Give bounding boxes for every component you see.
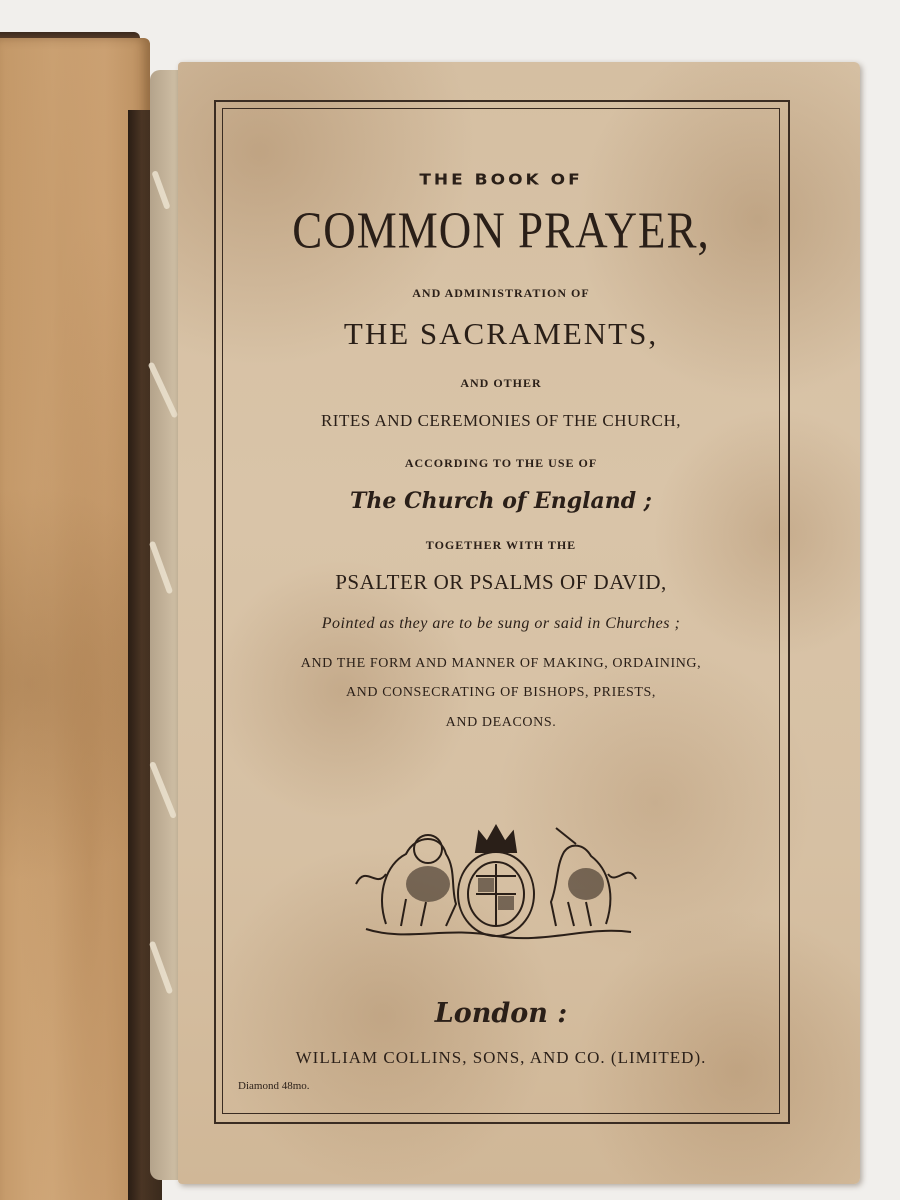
- psalter-line: PSALTER OR PSALMS OF DAVID,: [335, 570, 667, 594]
- title-line-13: AND CONSECRATING OF BISHOPS, PRIESTS,: [345, 685, 657, 700]
- title-page: [178, 62, 860, 1184]
- title-line-9: TOGETHER WITH THE: [425, 538, 577, 552]
- title-line-7: ACCORDING TO THE USE OF: [404, 456, 598, 470]
- main-title: COMMON PRAYER,: [292, 201, 710, 259]
- royal-coat-of-arms-icon: [346, 814, 646, 944]
- binding-thread: [149, 941, 173, 995]
- binding-thread: [151, 170, 170, 210]
- pointed-line: Pointed as they are to be sung or said in Churches ;: [321, 615, 681, 632]
- binding-thread: [149, 761, 177, 819]
- title-line-5: AND OTHER: [460, 376, 542, 390]
- title-line-1: THE BOOK OF: [419, 171, 583, 189]
- sacraments-title: THE SACRAMENTS,: [343, 316, 659, 351]
- title-line-12: AND THE FORM AND MANNER OF MAKING, ORDAINING,: [300, 656, 702, 671]
- title-line-14: AND DEACONS.: [445, 715, 557, 730]
- binding-thread: [148, 362, 179, 419]
- place-of-publication: London :: [434, 998, 568, 1029]
- edition-note: Diamond 48mo.: [238, 1080, 310, 1092]
- title-line-3: AND ADMINISTRATION OF: [412, 286, 590, 300]
- binding-thread: [149, 541, 173, 595]
- publisher-line: WILLIAM COLLINS, SONS, AND CO. (LIMITED).: [295, 1048, 707, 1067]
- title-line-6: RITES AND CEREMONIES OF THE CHURCH,: [320, 411, 682, 430]
- church-of-england-line: The Church of England ;: [350, 488, 652, 514]
